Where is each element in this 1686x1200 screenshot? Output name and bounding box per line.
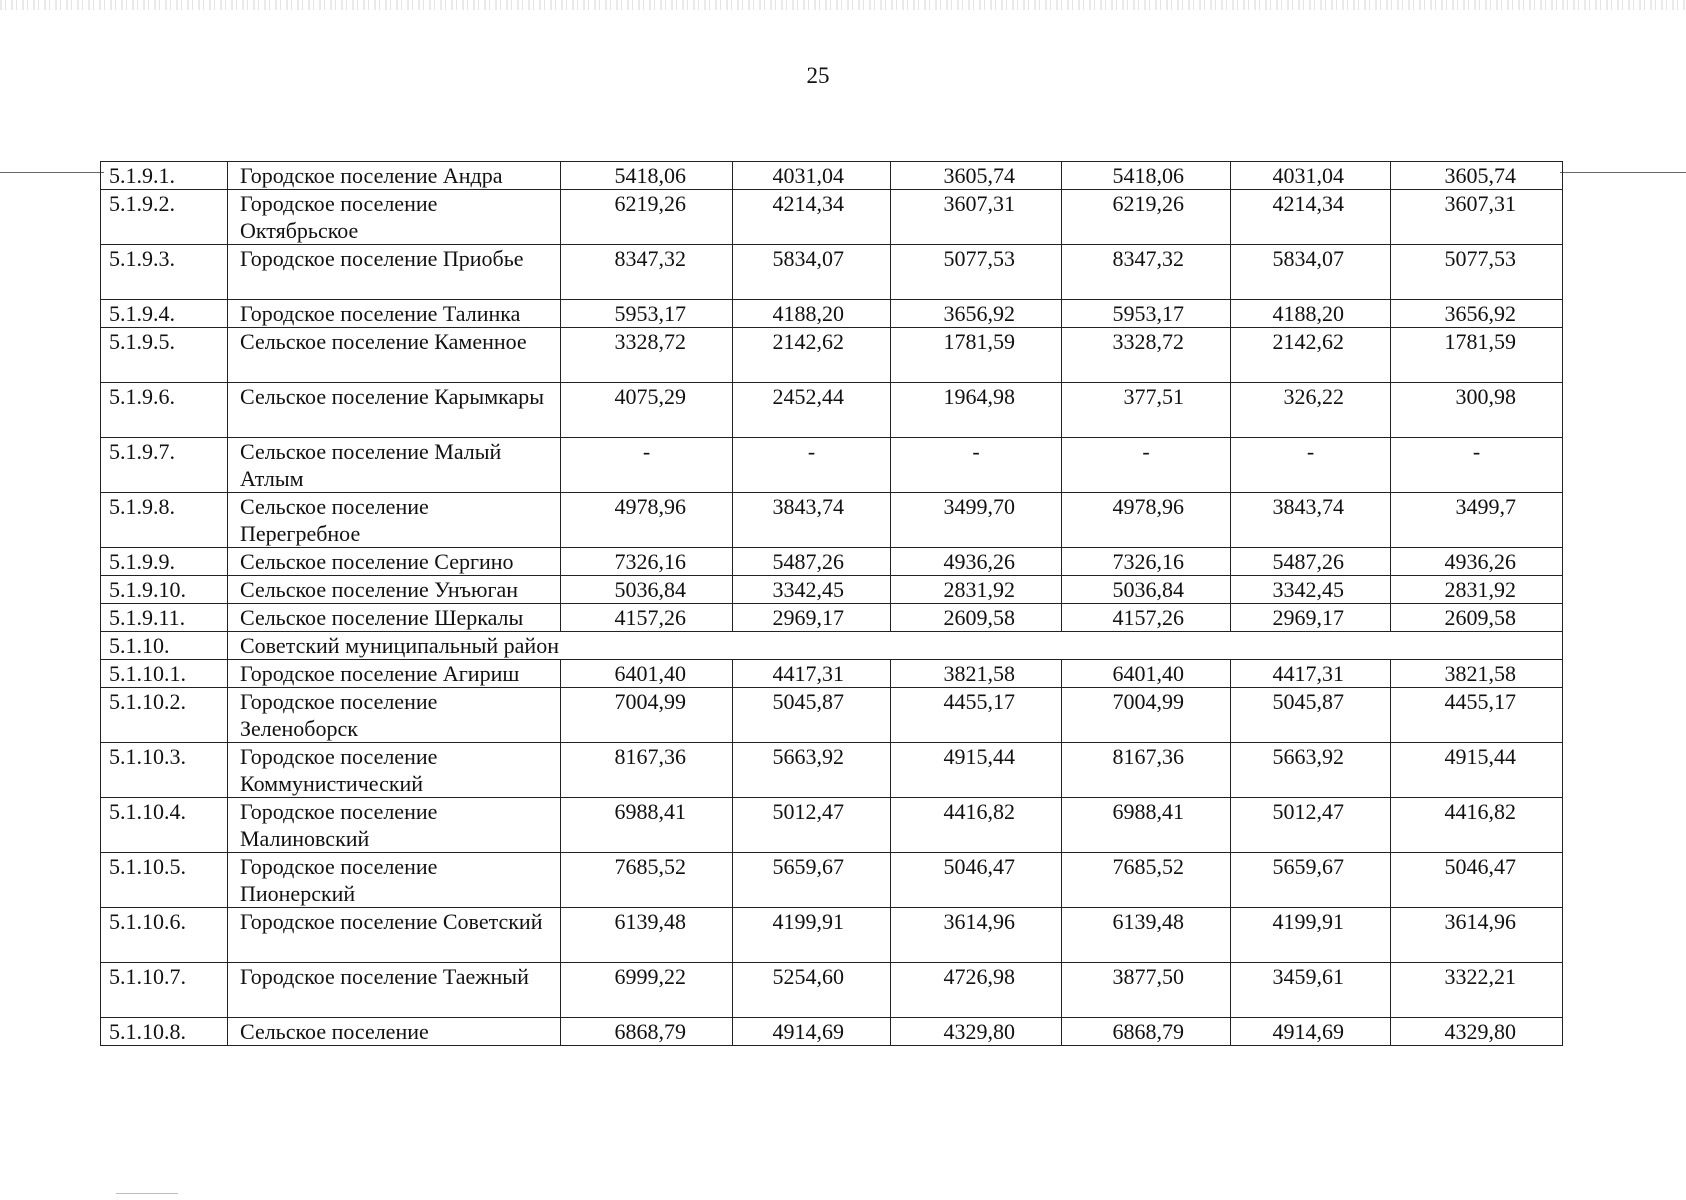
table-row xyxy=(101,798,1563,853)
value-cell-3: 5077,53 xyxy=(891,245,1062,300)
settlement-name: Городское поселение Советский xyxy=(228,908,561,963)
table-row xyxy=(101,162,1563,190)
value-cell-5: 4188,20 xyxy=(1231,300,1391,328)
page-number: 25 xyxy=(806,63,830,88)
value-cell-2: 2969,17 xyxy=(733,604,891,632)
row-code: 5.1.10.1. xyxy=(101,660,228,688)
row-code: 5.1.9.4. xyxy=(101,300,228,328)
settlement-name: Сельское поселение Шеркалы xyxy=(228,604,561,632)
value-cell-2: 4214,34 xyxy=(733,190,891,245)
table-row xyxy=(101,245,1563,300)
value-cell-5: 5487,26 xyxy=(1231,548,1391,576)
value-cell-4: 6139,48 xyxy=(1062,908,1231,963)
value-cell-6: 5077,53 xyxy=(1391,245,1563,300)
value-cell-5: 5659,67 xyxy=(1231,853,1391,908)
value-cell-3: 1964,98 xyxy=(891,383,1062,438)
value-cell-1: 4978,96 xyxy=(561,493,733,548)
row-code: 5.1.9.1. xyxy=(101,162,228,190)
table-row xyxy=(101,604,1563,632)
value-cell-4: 5036,84 xyxy=(1062,576,1231,604)
value-cell-4: 5418,06 xyxy=(1062,162,1231,190)
row-code: 5.1.9.11. xyxy=(101,604,228,632)
value-cell-3: 3607,31 xyxy=(891,190,1062,245)
value-cell-3: 3821,58 xyxy=(891,660,1062,688)
value-cell-5: 5663,92 xyxy=(1231,743,1391,798)
value-cell-5: 326,22 xyxy=(1231,383,1391,438)
value-cell-2: 4199,91 xyxy=(733,908,891,963)
value-cell-1: 5036,84 xyxy=(561,576,733,604)
value-cell-1: 7685,52 xyxy=(561,853,733,908)
value-cell-5: 4199,91 xyxy=(1231,908,1391,963)
value-cell-6: 300,98 xyxy=(1391,383,1563,438)
value-cell-1: 6999,22 xyxy=(561,963,733,1018)
value-cell-3: 4936,26 xyxy=(891,548,1062,576)
value-cell-2: 3342,45 xyxy=(733,576,891,604)
table-row xyxy=(101,853,1563,908)
settlement-values-table xyxy=(100,161,1563,1046)
value-cell-1: 5953,17 xyxy=(561,300,733,328)
value-cell-6: 4329,80 xyxy=(1391,1018,1563,1046)
table-row xyxy=(101,190,1563,245)
value-cell-2: 3843,74 xyxy=(733,493,891,548)
value-cell-6: 3322,21 xyxy=(1391,963,1563,1018)
value-cell-1: 5418,06 xyxy=(561,162,733,190)
value-cell-6: 3605,74 xyxy=(1391,162,1563,190)
value-cell-1: 8167,36 xyxy=(561,743,733,798)
row-code: 5.1.10.8. xyxy=(101,1018,228,1046)
value-cell-1: 4157,26 xyxy=(561,604,733,632)
value-cell-6: 3656,92 xyxy=(1391,300,1563,328)
settlement-name: Сельское поселение Перегребное xyxy=(228,493,561,548)
value-cell-3: 5046,47 xyxy=(891,853,1062,908)
settlement-name: Городское поселение Зеленоборск xyxy=(228,688,561,743)
value-cell-4: 7326,16 xyxy=(1062,548,1231,576)
table-row xyxy=(101,328,1563,383)
value-cell-4: - xyxy=(1062,438,1231,493)
value-cell-5: 3342,45 xyxy=(1231,576,1391,604)
value-cell-2: 5663,92 xyxy=(733,743,891,798)
value-cell-4: 5953,17 xyxy=(1062,300,1231,328)
row-code: 5.1.10.4. xyxy=(101,798,228,853)
settlement-name: Сельское поселение Сергино xyxy=(228,548,561,576)
settlement-name: Городское поселение Приобье xyxy=(228,245,561,300)
section-title: Советский муниципальный район xyxy=(228,632,1563,660)
value-cell-4: 3877,50 xyxy=(1062,963,1231,1018)
value-cell-3: 4915,44 xyxy=(891,743,1062,798)
value-cell-5: 3459,61 xyxy=(1231,963,1391,1018)
value-cell-5: 5012,47 xyxy=(1231,798,1391,853)
value-cell-3: 4726,98 xyxy=(891,963,1062,1018)
settlement-name: Сельское поселение Малый Атлым xyxy=(228,438,561,493)
value-cell-2: 5045,87 xyxy=(733,688,891,743)
row-code: 5.1.9.9. xyxy=(101,548,228,576)
value-cell-6: 2831,92 xyxy=(1391,576,1563,604)
value-cell-1: 4075,29 xyxy=(561,383,733,438)
value-cell-2: 4914,69 xyxy=(733,1018,891,1046)
value-cell-5: 4214,34 xyxy=(1231,190,1391,245)
value-cell-6: 4936,26 xyxy=(1391,548,1563,576)
table-row xyxy=(101,548,1563,576)
row-code: 5.1.10.7. xyxy=(101,963,228,1018)
value-cell-3: 3656,92 xyxy=(891,300,1062,328)
value-cell-2: 5012,47 xyxy=(733,798,891,853)
value-cell-4: 6868,79 xyxy=(1062,1018,1231,1046)
value-cell-3: 1781,59 xyxy=(891,328,1062,383)
value-cell-1: 6988,41 xyxy=(561,798,733,853)
row-code: 5.1.9.10. xyxy=(101,576,228,604)
bottom-scan-mark xyxy=(116,1193,178,1194)
value-cell-1: 6868,79 xyxy=(561,1018,733,1046)
settlement-name: Городское поселение Октябрьское xyxy=(228,190,561,245)
value-cell-6: 5046,47 xyxy=(1391,853,1563,908)
right-scan-rule xyxy=(1560,172,1686,173)
value-cell-4: 6988,41 xyxy=(1062,798,1231,853)
value-cell-3: 4455,17 xyxy=(891,688,1062,743)
value-cell-6: 4416,82 xyxy=(1391,798,1563,853)
settlement-name: Сельское поселение Унъюган xyxy=(228,576,561,604)
settlement-name: Городское поселение Таежный xyxy=(228,963,561,1018)
value-cell-3: - xyxy=(891,438,1062,493)
table-body xyxy=(101,162,1563,1046)
value-cell-2: 4031,04 xyxy=(733,162,891,190)
table-row xyxy=(101,383,1563,438)
value-cell-2: 4188,20 xyxy=(733,300,891,328)
table-row xyxy=(101,688,1563,743)
row-code: 5.1.9.5. xyxy=(101,328,228,383)
value-cell-6: 4455,17 xyxy=(1391,688,1563,743)
row-code: 5.1.9.6. xyxy=(101,383,228,438)
value-cell-4: 6219,26 xyxy=(1062,190,1231,245)
settlement-name: Городское поселение Малиновский xyxy=(228,798,561,853)
value-cell-5: - xyxy=(1231,438,1391,493)
value-cell-3: 2831,92 xyxy=(891,576,1062,604)
table-row xyxy=(101,300,1563,328)
value-cell-3: 4416,82 xyxy=(891,798,1062,853)
value-cell-5: 5045,87 xyxy=(1231,688,1391,743)
settlement-table-container xyxy=(100,161,1562,1046)
value-cell-1: - xyxy=(561,438,733,493)
value-cell-1: 3328,72 xyxy=(561,328,733,383)
value-cell-3: 3614,96 xyxy=(891,908,1062,963)
row-code: 5.1.9.2. xyxy=(101,190,228,245)
value-cell-4: 6401,40 xyxy=(1062,660,1231,688)
row-code: 5.1.9.3. xyxy=(101,245,228,300)
table-row xyxy=(101,576,1563,604)
section-code: 5.1.10. xyxy=(101,632,228,660)
table-row xyxy=(101,660,1563,688)
value-cell-6: 3499,7 xyxy=(1391,493,1563,548)
value-cell-2: 2452,44 xyxy=(733,383,891,438)
value-cell-6: 2609,58 xyxy=(1391,604,1563,632)
table-row xyxy=(101,493,1563,548)
value-cell-5: 4417,31 xyxy=(1231,660,1391,688)
left-scan-rule xyxy=(0,172,104,173)
value-cell-3: 4329,80 xyxy=(891,1018,1062,1046)
value-cell-2: 5254,60 xyxy=(733,963,891,1018)
settlement-name: Городское поселение Андра xyxy=(228,162,561,190)
row-code: 5.1.10.6. xyxy=(101,908,228,963)
table-row xyxy=(101,743,1563,798)
value-cell-2: 4417,31 xyxy=(733,660,891,688)
value-cell-5: 2969,17 xyxy=(1231,604,1391,632)
value-cell-5: 2142,62 xyxy=(1231,328,1391,383)
value-cell-2: 2142,62 xyxy=(733,328,891,383)
value-cell-4: 4157,26 xyxy=(1062,604,1231,632)
value-cell-4: 7685,52 xyxy=(1062,853,1231,908)
settlement-name: Городское поселение Пионерский xyxy=(228,853,561,908)
row-code: 5.1.10.3. xyxy=(101,743,228,798)
value-cell-3: 2609,58 xyxy=(891,604,1062,632)
value-cell-4: 377,51 xyxy=(1062,383,1231,438)
value-cell-3: 3605,74 xyxy=(891,162,1062,190)
value-cell-6: - xyxy=(1391,438,1563,493)
value-cell-4: 8167,36 xyxy=(1062,743,1231,798)
value-cell-6: 3821,58 xyxy=(1391,660,1563,688)
value-cell-1: 6401,40 xyxy=(561,660,733,688)
value-cell-3: 3499,70 xyxy=(891,493,1062,548)
value-cell-2: 5659,67 xyxy=(733,853,891,908)
settlement-name: Городское поселение Коммунистический xyxy=(228,743,561,798)
value-cell-6: 3607,31 xyxy=(1391,190,1563,245)
settlement-name: Сельское поселение Каменное xyxy=(228,328,561,383)
value-cell-4: 8347,32 xyxy=(1062,245,1231,300)
table-row xyxy=(101,908,1563,963)
row-code: 5.1.10.2. xyxy=(101,688,228,743)
row-code: 5.1.10.5. xyxy=(101,853,228,908)
value-cell-1: 7326,16 xyxy=(561,548,733,576)
row-code: 5.1.9.8. xyxy=(101,493,228,548)
value-cell-4: 7004,99 xyxy=(1062,688,1231,743)
value-cell-6: 3614,96 xyxy=(1391,908,1563,963)
row-code: 5.1.9.7. xyxy=(101,438,228,493)
value-cell-2: - xyxy=(733,438,891,493)
value-cell-2: 5487,26 xyxy=(733,548,891,576)
value-cell-6: 1781,59 xyxy=(1391,328,1563,383)
settlement-name: Городское поселение Агириш xyxy=(228,660,561,688)
value-cell-2: 5834,07 xyxy=(733,245,891,300)
value-cell-4: 4978,96 xyxy=(1062,493,1231,548)
value-cell-1: 6139,48 xyxy=(561,908,733,963)
value-cell-5: 5834,07 xyxy=(1231,245,1391,300)
section-row xyxy=(101,632,1563,660)
value-cell-4: 3328,72 xyxy=(1062,328,1231,383)
scan-top-edge xyxy=(0,0,1686,10)
settlement-name: Сельское поселение xyxy=(228,1018,561,1046)
value-cell-1: 7004,99 xyxy=(561,688,733,743)
value-cell-6: 4915,44 xyxy=(1391,743,1563,798)
value-cell-1: 6219,26 xyxy=(561,190,733,245)
value-cell-5: 4914,69 xyxy=(1231,1018,1391,1046)
settlement-name: Городское поселение Талинка xyxy=(228,300,561,328)
table-row xyxy=(101,1018,1563,1046)
value-cell-5: 3843,74 xyxy=(1231,493,1391,548)
value-cell-1: 8347,32 xyxy=(561,245,733,300)
table-row xyxy=(101,438,1563,493)
settlement-name: Сельское поселение Карымкары xyxy=(228,383,561,438)
table-row xyxy=(101,963,1563,1018)
value-cell-5: 4031,04 xyxy=(1231,162,1391,190)
